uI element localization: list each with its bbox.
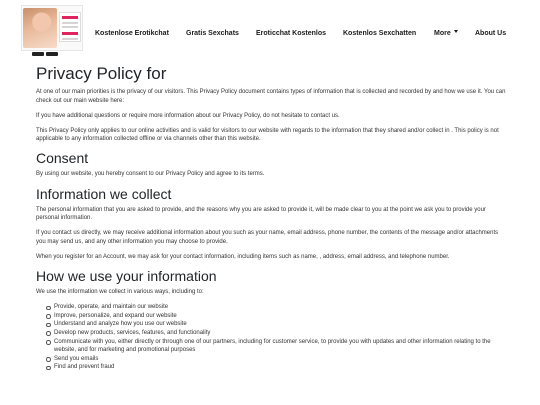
intro-paragraph: If you have additional questions or require more information about our Privacy Policy, do not hesitate to contact us. bbox=[36, 112, 340, 119]
list-item: Improve, personalize, and expand our website bbox=[46, 312, 506, 321]
nav-item-kostenlose-erotikchat[interactable]: Kostenlose Erotikchat bbox=[95, 30, 169, 37]
nav-item-about-us[interactable]: About Us bbox=[475, 30, 507, 37]
list-item: Understand and analyze how you use our website bbox=[46, 320, 506, 329]
navbar bbox=[0, 0, 540, 64]
list-item: Develop new products, services, features, and functionality bbox=[46, 329, 506, 338]
info-collect-paragraph: The personal information that you are asked to provide, and the reasons why you are asked to provide it, will be made clear to you at the point we ask you to provide your personal information. bbox=[36, 206, 486, 222]
intro-paragraph: This Privacy Policy only applies to our online activities and is valid for visitors to our website with regards to the information that they shared and/or collect in . This policy is not applicable to any information collected offline or via channels other than this website. bbox=[36, 127, 499, 143]
app-store-badge-icon[interactable] bbox=[32, 52, 44, 56]
caret-down-icon bbox=[454, 30, 458, 33]
how-we-use-intro: We use the information we collect in various ways, including to: bbox=[36, 289, 204, 296]
site-logo[interactable] bbox=[21, 5, 83, 51]
page-title: Privacy Policy for bbox=[36, 64, 167, 83]
how-we-use-heading: How we use your information bbox=[36, 268, 217, 285]
nav-more-label: More bbox=[434, 30, 451, 37]
list-item: Provide, operate, and maintain our website bbox=[46, 303, 506, 312]
list-item: Communicate with you, either directly or through one of our partners, including for customer service, to provide you with updates and other information relating to the website, and for marketing and promotional purposes bbox=[46, 338, 506, 355]
info-collect-heading: Information we collect bbox=[36, 185, 172, 202]
google-play-badge-icon[interactable] bbox=[46, 52, 58, 56]
logo-phone-mockup bbox=[59, 12, 81, 42]
info-collect-paragraph: When you register for an Account, we may ask for your contact information, including items such as name, , address, email address, and telephone number. bbox=[36, 253, 450, 260]
nav-item-gratis-sexchats[interactable]: Gratis Sexchats bbox=[186, 30, 239, 37]
nav-item-kostenlos-sexchatten[interactable]: Kostenlos Sexchatten bbox=[343, 30, 417, 37]
list-item: Find and prevent fraud bbox=[46, 363, 506, 372]
list-item: Send you emails bbox=[46, 355, 506, 364]
logo-woman-photo bbox=[23, 8, 57, 48]
usage-list bbox=[46, 303, 506, 372]
info-collect-paragraph: If you contact us directly, we may receive additional information about you such as your name, email address, phone number, the contents of the message and/or attachments you may send us, and any other information you may choose to provide. bbox=[36, 230, 499, 245]
main-content bbox=[36, 64, 506, 372]
nav-item-eroticchat-kostenlos[interactable]: Eroticchat Kostenlos bbox=[256, 30, 327, 37]
consent-paragraph: By using our website, you hereby consent to our Privacy Policy and agree to its terms. bbox=[36, 171, 265, 178]
intro-paragraph: At one of our main priorities is the privacy of our visitors. This Privacy Policy document contains types of information that is collected and recorded by and how we use it. You can check out our main website here: bbox=[36, 89, 506, 104]
nav-item-more-dropdown[interactable] bbox=[434, 29, 458, 38]
consent-heading: Consent bbox=[36, 150, 89, 167]
